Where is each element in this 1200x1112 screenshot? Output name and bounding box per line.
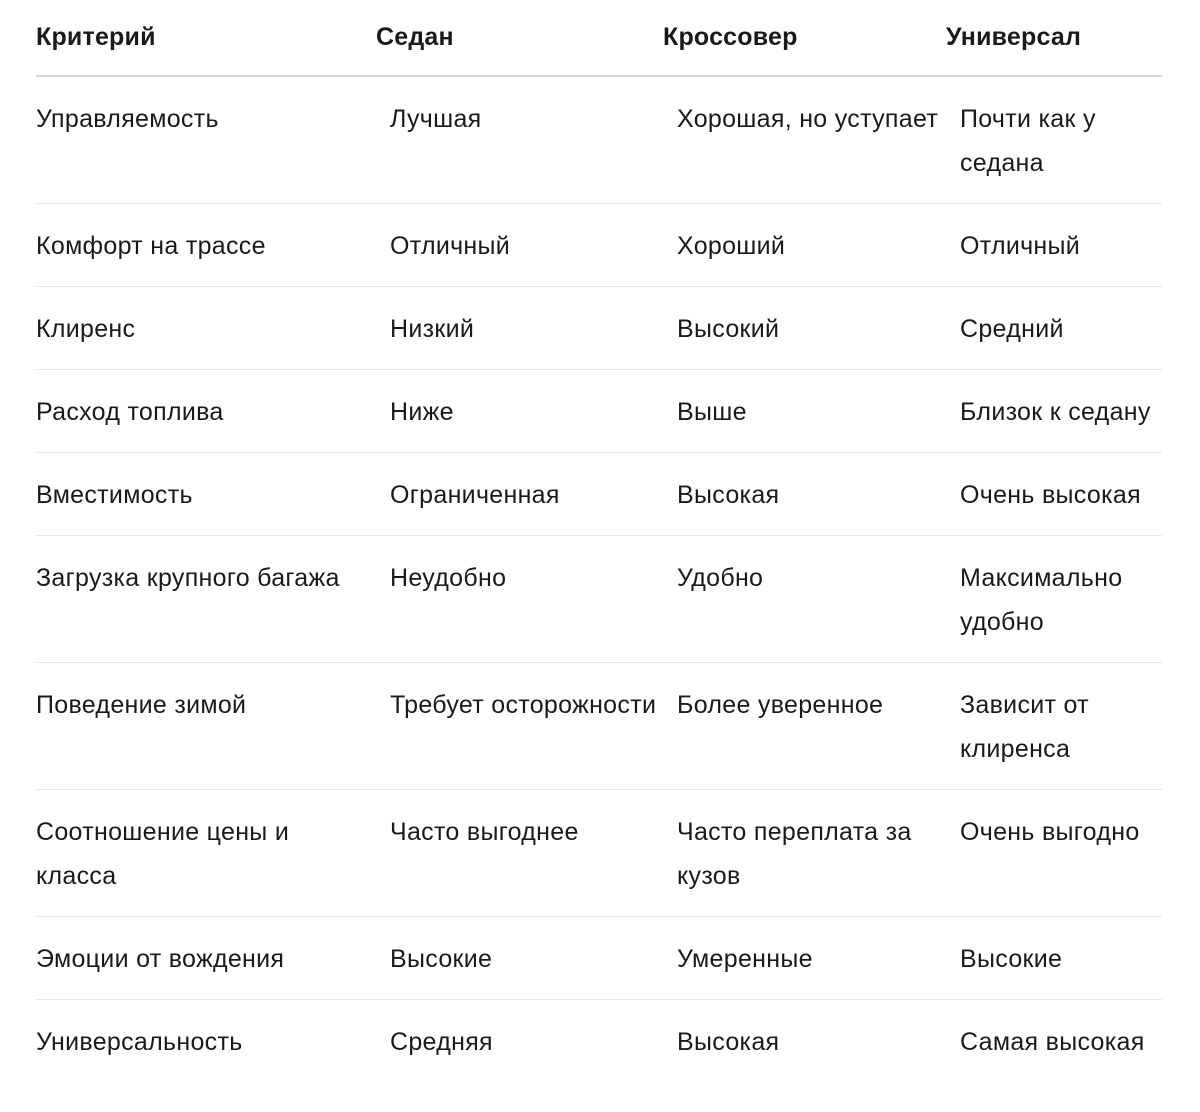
crossover-cell: Хороший bbox=[663, 204, 946, 287]
wagon-cell: Почти как у седана bbox=[946, 76, 1162, 204]
wagon-cell: Высокие bbox=[946, 917, 1162, 1000]
wagon-cell: Отличный bbox=[946, 204, 1162, 287]
sedan-cell: Требует осторожности bbox=[376, 663, 663, 790]
wagon-cell: Самая высокая bbox=[960, 1028, 1145, 1056]
wagon-cell: Средний bbox=[946, 287, 1162, 370]
table-row bbox=[36, 790, 1162, 917]
table-row bbox=[36, 536, 1162, 663]
crossover-cell: Выше bbox=[663, 370, 946, 453]
header-criterion: Критерий bbox=[36, 0, 376, 76]
criterion-cell: Расход топлива bbox=[36, 370, 376, 453]
table-row bbox=[36, 1000, 1162, 1083]
wagon-cell: Очень высокая bbox=[946, 453, 1162, 536]
table-row bbox=[36, 204, 1162, 287]
table-header bbox=[36, 0, 1162, 76]
crossover-cell: Высокая bbox=[663, 453, 946, 536]
header-sedan: Седан bbox=[376, 0, 663, 76]
crossover-cell: Умеренные bbox=[663, 917, 946, 1000]
comparison-table bbox=[36, 0, 1162, 1082]
sedan-cell: Ниже bbox=[376, 370, 663, 453]
wagon-cell: Максимально удобно bbox=[946, 536, 1162, 663]
crossover-cell: Высокий bbox=[663, 287, 946, 370]
table-row bbox=[36, 453, 1162, 536]
criterion-cell: Вместимость bbox=[36, 453, 376, 536]
criterion-cell: Загрузка крупного багажа bbox=[36, 536, 376, 663]
sedan-cell: Низкий bbox=[376, 287, 663, 370]
sedan-cell: Ограниченная bbox=[376, 453, 663, 536]
criterion-cell: Эмоции от вождения bbox=[36, 917, 376, 1000]
crossover-cell: Более уверенное bbox=[663, 663, 946, 790]
comparison-table-container bbox=[36, 0, 1162, 1082]
table-row bbox=[36, 76, 1162, 204]
table-row bbox=[36, 370, 1162, 453]
crossover-cell: Удобно bbox=[663, 536, 946, 663]
criterion-cell: Универсальность bbox=[36, 1028, 243, 1056]
sedan-cell: Отличный bbox=[376, 204, 663, 287]
wagon-cell: Зависит от клиренса bbox=[946, 663, 1162, 790]
header-crossover: Кроссовер bbox=[663, 0, 946, 76]
header-wagon: Универсал bbox=[946, 0, 1162, 76]
sedan-cell: Неудобно bbox=[376, 536, 663, 663]
criterion-cell: Управляемость bbox=[36, 76, 376, 204]
crossover-cell: Часто переплата за кузов bbox=[663, 790, 946, 917]
sedan-cell: Средняя bbox=[390, 1028, 493, 1056]
wagon-cell: Близок к седану bbox=[946, 370, 1162, 453]
crossover-cell: Хорошая, но уступает bbox=[663, 76, 946, 204]
table-body bbox=[36, 76, 1162, 1082]
wagon-cell: Очень выгодно bbox=[946, 790, 1162, 917]
criterion-cell: Соотношение цены и класса bbox=[36, 790, 376, 917]
table-row bbox=[36, 917, 1162, 1000]
sedan-cell: Лучшая bbox=[376, 76, 663, 204]
criterion-cell: Клиренс bbox=[36, 287, 376, 370]
crossover-cell: Высокая bbox=[677, 1028, 780, 1056]
criterion-cell: Комфорт на трассе bbox=[36, 204, 376, 287]
sedan-cell: Высокие bbox=[376, 917, 663, 1000]
table-row bbox=[36, 663, 1162, 790]
table-row bbox=[36, 287, 1162, 370]
criterion-cell: Поведение зимой bbox=[36, 663, 376, 790]
sedan-cell: Часто выгоднее bbox=[376, 790, 663, 917]
header-row bbox=[36, 0, 1162, 76]
